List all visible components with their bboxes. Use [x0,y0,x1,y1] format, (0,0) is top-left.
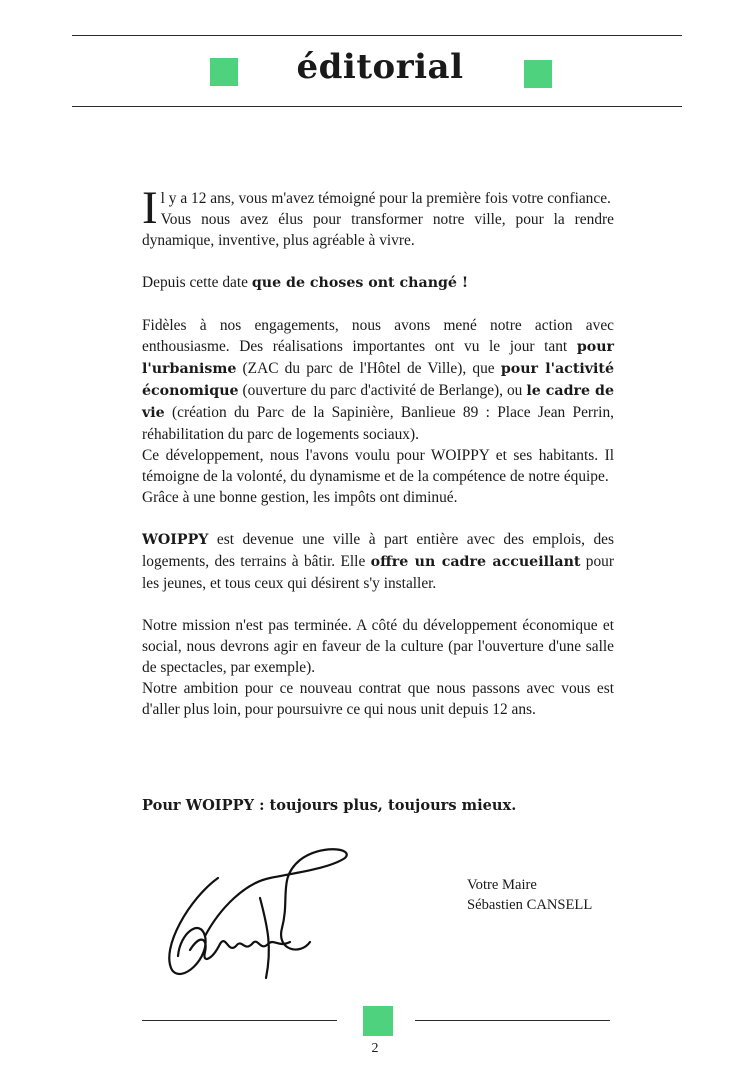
header-bottom-rule [72,106,682,107]
page-number: 2 [371,1041,379,1056]
paragraph-intro: Il y a 12 ans, vous m'avez témoigné pour la première fois votre confiance. [142,182,611,234]
paragraph-city: WOIPPY est devenue une ville à part entière avec des emplois, des logements, des terrains à bâtir. Elle offre un cadre accueillant pour les jeunes, et tous ceux qui désirent s'y installer. [142,531,615,592]
page-title: éditorial [296,47,464,87]
closing-slogan: Pour WOIPPY : toujours plus, toujours mieux. [142,797,517,814]
signature-name: Sébastien CANSELL [467,897,593,913]
editorial-body [142,182,615,720]
signature-block [467,875,592,915]
paragraph-achievements: Fidèles à nos engagements, nous avons mené notre action avec enthousiasme. Des réalisations importantes ont vu le jour tant pour l'urbanisme (ZAC du parc de l'Hôtel de Ville), que pour l'activité économique (ouverture du parc d'activité de Berlange), ou le cadre de vie (création du Parc de la Sapinière, Banlieue 89 : Place Jean Perrin, réhabilitation du parc de logements sociaux). [142,317,615,443]
header-top-rule [72,35,682,36]
paragraph-elected: Vous nous avez élus pour transformer notre ville, pour la rendre dynamique, inventive, plus agréable à vivre. [142,211,614,249]
paragraph-since: Depuis cette date que de choses ont changé ! [142,274,469,291]
paragraph-development: Ce développement, nous l'avons voulu pour WOIPPY et ses habitants. Il témoigne de la volonté, du dynamisme et de la compétence de notre équipe. [142,447,614,485]
header-right-square [524,60,552,88]
footer-left-rule [142,1020,337,1021]
paragraph-ambition: Notre ambition pour ce nouveau contrat que nous passons avec vous est d'aller plus loin, pour poursuivre ce qui nous unit depuis 12 ans. [142,680,614,718]
footer-right-rule [415,1020,610,1021]
paragraph-mission: Notre mission n'est pas terminée. A côté du développement économique et social, nous devrons agir en faveur de la culture (par l'ouverture d'une salle de spectacles, par exemple). [142,617,614,676]
drop-cap: I [142,182,158,234]
handwritten-signature [150,838,370,988]
signature-role: Votre Maire [467,877,537,893]
paragraph-taxes: Grâce à une bonne gestion, les impôts ont diminué. [142,489,458,506]
header-left-square [210,58,238,86]
footer-square [363,1006,393,1036]
